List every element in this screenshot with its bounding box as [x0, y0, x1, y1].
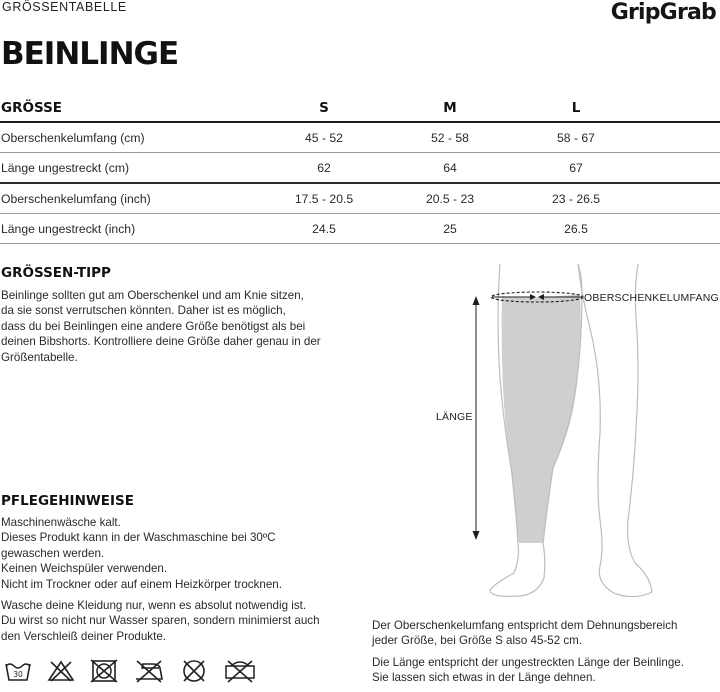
no-tumble-dry-icon	[90, 659, 118, 683]
size-tip-line: Größentabelle.	[1, 350, 78, 364]
caption-line: Sie lassen sich etwas in der Länge dehnen.	[372, 671, 596, 685]
table-cell: 26.5	[513, 214, 639, 244]
care-line: Dieses Produkt kann in der Waschmaschine bei 30ºC	[1, 531, 276, 545]
caption-line: Der Oberschenkelumfang entspricht dem Dehnungsbereich	[372, 619, 678, 632]
size-tip-line: da sie sonst verrutschen könnten. Daher ist es möglich,	[1, 304, 286, 318]
table-cell: 64	[387, 153, 513, 184]
caption-line: Die Länge entspricht der ungestreckten Länge der Beinlinge.	[372, 655, 684, 669]
length-label: LÄNGE	[436, 411, 473, 423]
table-cell: 52 - 58	[387, 122, 513, 153]
table-cell: 67	[513, 153, 639, 184]
table-spacer	[639, 153, 720, 184]
size-tip-line: dass du bei Beinlingen eine andere Größe benötigst als bei	[1, 319, 306, 333]
right-leg-outline	[578, 264, 652, 597]
no-fabric-softener-icon	[223, 659, 257, 683]
table-cell: Oberschenkelumfang (inch)	[0, 183, 261, 214]
table-cell: 24.5	[261, 214, 387, 244]
header-cell: L	[513, 94, 639, 122]
thigh-label: OBERSCHENKELUMFANG	[584, 292, 719, 304]
table-row	[0, 214, 720, 244]
header-cell: M	[387, 94, 513, 122]
care-title: PFLEGEHINWEISE	[1, 493, 134, 509]
care-line: Du wirst so nicht nur Wasser sparen, sondern minimierst auch	[1, 614, 320, 628]
table-cell: 17.5 - 20.5	[261, 183, 387, 214]
care-line: Maschinenwäsche kalt.	[1, 516, 121, 529]
care-icons	[4, 659, 257, 683]
care-line: Wasche deine Kleidung nur, wenn es absolut notwendig ist.	[1, 599, 307, 612]
arrowhead-icon	[473, 531, 480, 540]
caption-length	[372, 655, 720, 686]
caption-line: jeder Größe, bei Größe S also 45-52 cm.	[372, 634, 583, 648]
care-line: Nicht im Trockner oder auf einem Heizkörper trocknen.	[1, 577, 282, 591]
table-cell: Oberschenkelumfang (cm)	[0, 122, 261, 153]
caption-thigh	[372, 618, 720, 649]
size-tip-title: GRÖSSEN-TIPP	[1, 265, 111, 281]
table-row	[0, 153, 720, 184]
header-spacer	[639, 94, 720, 122]
table-row	[0, 183, 720, 214]
table-cell: 20.5 - 23	[387, 183, 513, 214]
page-title: BEINLINGE	[1, 36, 179, 72]
size-tip-line: Beinlinge sollten gut am Oberschenkel und am Knie sitzen,	[1, 289, 304, 302]
size-tip-text	[1, 288, 361, 365]
table-spacer	[639, 122, 720, 153]
leg-diagram	[430, 258, 720, 608]
care-text-a	[1, 515, 361, 592]
wash-30-label: 30	[13, 670, 23, 679]
header-cell: S	[261, 94, 387, 122]
care-line: gewaschen werden.	[1, 546, 105, 560]
table-header-row	[0, 94, 720, 122]
header-cell: GRÖSSE	[0, 94, 261, 122]
section-label: GRÖSSENTABELLE	[2, 0, 127, 14]
table-cell: 58 - 67	[513, 122, 639, 153]
no-bleach-icon	[47, 659, 75, 683]
care-line: Keinen Weichspüler verwenden.	[1, 562, 168, 576]
no-dry-clean-icon	[180, 659, 208, 683]
table-cell: 45 - 52	[261, 122, 387, 153]
brand-logo: GripGrab	[610, 0, 716, 25]
diagram-captions	[372, 618, 720, 692]
leg-warmer-shape	[502, 294, 581, 543]
table-spacer	[639, 214, 720, 244]
arrowhead-icon	[473, 296, 480, 305]
no-iron-icon	[133, 659, 165, 683]
table-cell: Länge ungestreckt (cm)	[0, 153, 261, 184]
table-cell: 62	[261, 153, 387, 184]
care-text-b	[1, 598, 361, 644]
table-row	[0, 122, 720, 153]
care-line: den Verschleiß deiner Produkte.	[1, 629, 166, 643]
wash-30-icon	[4, 659, 32, 683]
table-cell: 25	[387, 214, 513, 244]
size-table	[0, 94, 720, 244]
size-tip-line: deinen Bibshorts. Kontrolliere deine Größe daher genau in der	[1, 335, 321, 349]
table-cell: 23 - 26.5	[513, 183, 639, 214]
table-spacer	[639, 183, 720, 214]
table-cell: Länge ungestreckt (inch)	[0, 214, 261, 244]
